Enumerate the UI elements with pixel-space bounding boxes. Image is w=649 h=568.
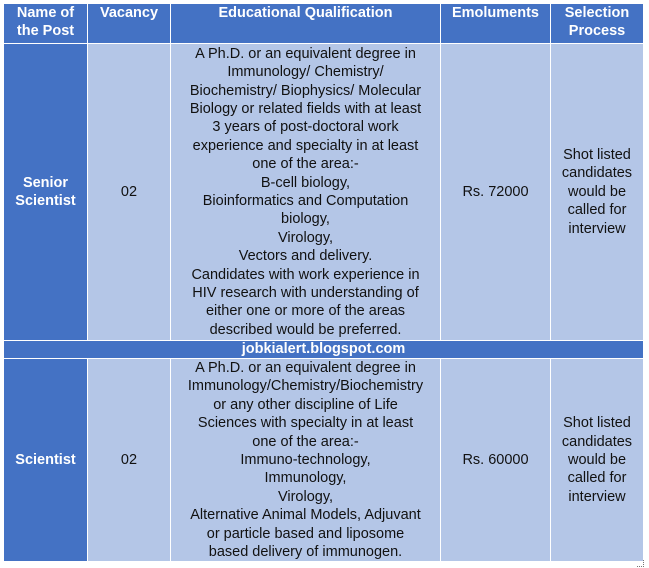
qualification-line: described would be preferred. (209, 321, 402, 338)
header-qualification: Educational Qualification (171, 4, 441, 44)
qualification-line: Biochemistry/ Biophysics/ Molecular (189, 82, 422, 99)
selection-line: called for (567, 470, 627, 487)
selection-line: interview (568, 488, 626, 505)
table-row-senior-scientist (4, 44, 644, 341)
separator-row (4, 341, 644, 359)
qualification-line: or particle based and liposome (206, 525, 405, 542)
qualification-line: Alternative Animal Models, Adjuvant (190, 507, 421, 524)
qualification-line: HIV research with understanding of (192, 285, 419, 302)
qualification-line: 3 years of post-doctoral work (212, 119, 399, 136)
post-name-cell: Senior Scientist (4, 44, 88, 341)
table-resize-handle (637, 560, 644, 567)
qualification-line: Immunology/Chemistry/Biochemistry (187, 378, 424, 395)
qualification-cell (171, 359, 441, 562)
qualification-line: one of the area:- (252, 433, 359, 450)
qualification-line: Virology, (277, 229, 334, 246)
qualification-line: B-cell biology, (260, 174, 351, 191)
qualification-line: one of the area:- (252, 156, 359, 173)
qualification-line: based delivery of immunogen. (208, 544, 403, 561)
header-post-name: Name of the Post (4, 4, 88, 44)
selection-line: candidates (561, 433, 633, 450)
selection-line: would be (567, 183, 627, 200)
table-row-scientist (4, 359, 644, 562)
selection-line: Shot listed (563, 415, 631, 432)
qualification-line: Immuno-technology, (240, 452, 371, 469)
selection-line: candidates (561, 165, 633, 182)
selection-line: interview (568, 220, 626, 237)
selection-line: called for (567, 202, 627, 219)
qualification-line: Candidates with work experience in (191, 266, 420, 283)
qualification-line: Sciences with specialty in at least (197, 415, 414, 432)
header-vacancy: Vacancy (88, 4, 171, 44)
emoluments-cell: Rs. 72000 (441, 44, 551, 341)
qualification-line: Virology, (277, 488, 334, 505)
qualification-line: biology, (281, 211, 330, 228)
header-selection-process: Selection Process (551, 4, 644, 44)
qualification-cell (171, 44, 441, 341)
selection-line: Shot listed (563, 146, 631, 163)
qualification-line: Vectors and delivery. (238, 248, 373, 265)
qualification-line: A Ph.D. or an equivalent degree in (195, 45, 416, 62)
qualification-line: experience and specialty in at least (192, 137, 419, 154)
qualification-line: Immunology/ Chemistry/ (227, 64, 384, 81)
selection-process-cell (551, 44, 644, 341)
header-row (4, 4, 644, 44)
qualification-line: A Ph.D. or an equivalent degree in (195, 360, 416, 376)
qualification-line: Biology or related fields with at least (189, 100, 422, 117)
vacancy-cell: 02 (88, 359, 171, 562)
watermark-text: jobkialert.blogspot.com (4, 341, 644, 359)
qualification-line: either one or more of the areas (205, 303, 406, 320)
header-emoluments: Emoluments (441, 4, 551, 44)
selection-line: would be (567, 452, 627, 469)
qualification-line: Immunology, (264, 470, 347, 487)
vacancy-cell: 02 (88, 44, 171, 341)
qualification-line: or any other discipline of Life (213, 396, 398, 413)
qualification-line: Bioinformatics and Computation (202, 193, 409, 209)
selection-process-cell (551, 359, 644, 562)
recruitment-table (3, 3, 644, 562)
emoluments-cell: Rs. 60000 (441, 359, 551, 562)
post-name-cell: Scientist (4, 359, 88, 562)
